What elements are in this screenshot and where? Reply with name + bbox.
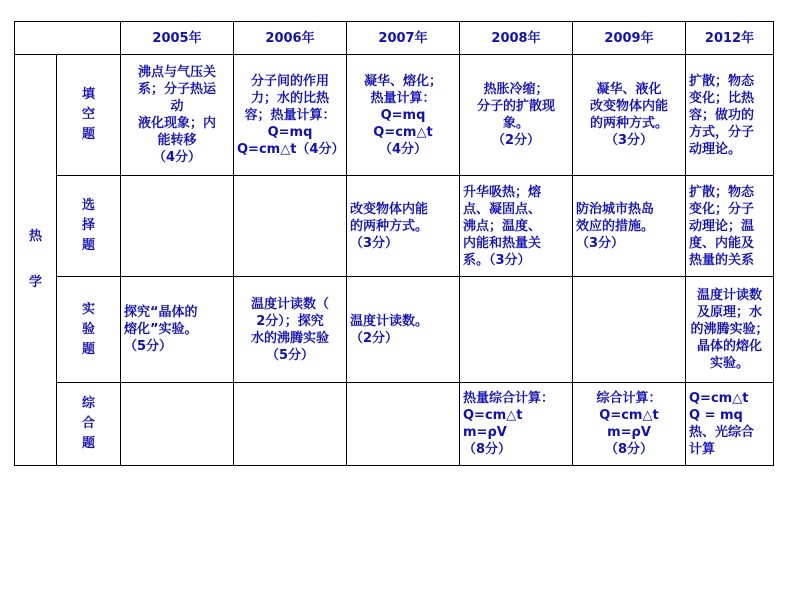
cell-text-line: （3分） [576, 235, 625, 251]
cell-text-line: （5分） [265, 347, 315, 363]
table-cell [686, 55, 774, 176]
cell-text-line: （4分） [152, 150, 202, 165]
cell-text-line: 点、凝固点、 [463, 201, 542, 217]
section-char: 学 [28, 275, 42, 290]
cell-text-line: 容；做功的 [689, 107, 755, 123]
table-cell [121, 176, 234, 277]
category-char: 综 [81, 396, 95, 411]
category-cell [57, 383, 121, 466]
table-cell [347, 176, 460, 277]
category-cell [57, 277, 121, 383]
cell-text-line: （2分） [350, 330, 399, 346]
cell-text-line: 熔化”实验。 [124, 322, 198, 337]
table-cell [573, 277, 686, 383]
cell-text-line: 热量的关系 [689, 252, 755, 268]
table-cell [234, 277, 347, 383]
category-char: 合 [81, 416, 95, 431]
cell-text-line: 象。 [502, 116, 529, 131]
category-char: 实 [81, 301, 95, 317]
cell-text-line: 晶体的熔化 [696, 339, 762, 354]
table-cell [573, 176, 686, 277]
cell-text-line: 实验。 [709, 356, 749, 371]
cell-text-line: 动理论。 [689, 141, 742, 157]
cell-text-line: （3分） [604, 133, 654, 148]
cell-text-line: 的两种方式。 [589, 116, 668, 131]
year-header-2007: 2007年 [347, 22, 460, 55]
year-header-2009: 2009年 [573, 22, 686, 55]
cell-text-line: 动 [170, 99, 184, 114]
cell-text-line: 分子的扩散现 [476, 99, 555, 114]
cell-text-line: 温度计读数 [696, 288, 762, 303]
cell-text-line: 力；水的比热 [250, 90, 329, 106]
cell-text-line: Q=mq [267, 124, 313, 140]
cell-text-line: 凝华、熔化； [363, 73, 442, 89]
table-cell [234, 55, 347, 176]
cell-text-line: 升华吸热；熔 [463, 184, 542, 200]
year-header-2008: 2008年 [460, 22, 573, 55]
cell-text-line: 分子间的作用 [250, 73, 329, 89]
cell-text-line: 计算 [689, 442, 716, 457]
cell-text-line: 系；分子热运 [137, 82, 216, 97]
cell-text-line: 温度计读数。 [350, 313, 429, 329]
category-char: 择 [81, 218, 95, 233]
cell-text-line: 效应的措施。 [576, 218, 655, 234]
cell-text-line: m=ρV [607, 425, 651, 440]
category-char: 题 [81, 341, 95, 357]
cell-text-line: （2分） [491, 133, 541, 148]
cell-text-line: 的两种方式。 [350, 218, 429, 234]
table-cell [121, 277, 234, 383]
cell-text-line: 扩散；物态 [689, 184, 755, 200]
header-blank-cell [15, 22, 121, 55]
cell-text-line: 热量综合计算： [463, 391, 555, 406]
header-row [15, 22, 774, 55]
year-header-2012: 2012年 [686, 22, 774, 55]
cell-text-line: 的沸腾实验； [690, 322, 769, 337]
cell-text-line: （3分） [350, 235, 399, 251]
table-cell [234, 176, 347, 277]
cell-text-line: 液化现象；内 [137, 116, 216, 131]
table-row [15, 55, 774, 176]
table-cell [460, 383, 573, 466]
category-char: 选 [81, 198, 95, 213]
cell-text-line: （4分） [378, 141, 428, 157]
cell-text-line: 沸点与气压关 [137, 65, 216, 80]
category-char: 题 [81, 238, 95, 253]
cell-text-line: 综合计算： [596, 391, 662, 406]
cell-text-line: 及原理；水 [696, 305, 762, 320]
cell-text-line: 改变物体内能 [589, 99, 668, 114]
category-char: 空 [81, 107, 95, 122]
cell-text-line: m=ρV [463, 425, 507, 440]
table-cell [347, 383, 460, 466]
section-char: 热 [28, 229, 42, 244]
category-char: 填 [81, 87, 95, 102]
cell-text-line: 改变物体内能 [350, 201, 429, 217]
cell-text-line: 内能和热量关 [463, 235, 542, 251]
cell-text-line: 热、光综合 [689, 425, 755, 440]
cell-text-line: 2分）；探究 [256, 313, 324, 329]
table-cell [573, 55, 686, 176]
cell-text-line: 凝华、液化 [596, 82, 662, 97]
cell-text-line: Q=cm△t（4分） [237, 141, 345, 157]
cell-text-line: 变化；比热 [689, 90, 755, 106]
cell-text-line: Q=mq [380, 107, 426, 123]
table-row [15, 277, 774, 383]
table-cell [234, 383, 347, 466]
year-header-2006: 2006年 [234, 22, 347, 55]
cell-text-line: 热胀冷缩； [483, 82, 549, 97]
cell-text-line: 水的沸腾实验 [250, 330, 329, 346]
table-cell [347, 55, 460, 176]
cell-text-line: 容；热量计算： [244, 107, 336, 123]
cell-text-line: 方式，分子 [689, 124, 755, 140]
cell-text-line: 动理论；温 [689, 218, 755, 234]
cell-text-line: Q=cm△t [599, 408, 659, 423]
cell-text-line: Q = mq [689, 408, 743, 423]
cell-text-line: 扩散；物态 [689, 73, 755, 89]
cell-text-line: （8分） [463, 442, 512, 457]
cell-text-line: 热量计算： [370, 90, 436, 106]
table-cell [573, 383, 686, 466]
cell-text-line: Q=cm△t [373, 124, 433, 140]
category-cell [57, 176, 121, 277]
table-cell [686, 383, 774, 466]
cell-text-line: （5分） [124, 339, 173, 354]
section-label-heat [15, 55, 57, 466]
table-cell [460, 176, 573, 277]
cell-text-line: 系。（3分） [463, 252, 531, 268]
cell-text-line: 防治城市热岛 [576, 201, 655, 217]
cell-text-line: 温度计读数（ [250, 296, 329, 312]
cell-text-line: （8分） [604, 442, 654, 457]
table-cell [460, 55, 573, 176]
category-char: 题 [81, 127, 95, 142]
table-cell [686, 176, 774, 277]
category-cell [57, 55, 121, 176]
table-cell [686, 277, 774, 383]
cell-text-line: 变化；分子 [689, 201, 755, 217]
table-cell [121, 383, 234, 466]
cell-text-line: Q=cm△t [689, 391, 749, 406]
table-cell [347, 277, 460, 383]
category-char: 题 [81, 436, 95, 451]
cell-text-line: 沸点；温度、 [463, 218, 542, 234]
table-cell [460, 277, 573, 383]
table-row [15, 383, 774, 466]
table-cell [121, 55, 234, 176]
table-row [15, 176, 774, 277]
cell-text-line: 探究“晶体的 [124, 305, 198, 320]
year-header-2005: 2005年 [121, 22, 234, 55]
cell-text-line: Q=cm△t [463, 408, 523, 423]
category-char: 验 [81, 321, 95, 337]
cell-text-line: 度、内能及 [689, 235, 755, 251]
cell-text-line: 能转移 [157, 133, 197, 148]
exam-topic-table [14, 21, 774, 466]
